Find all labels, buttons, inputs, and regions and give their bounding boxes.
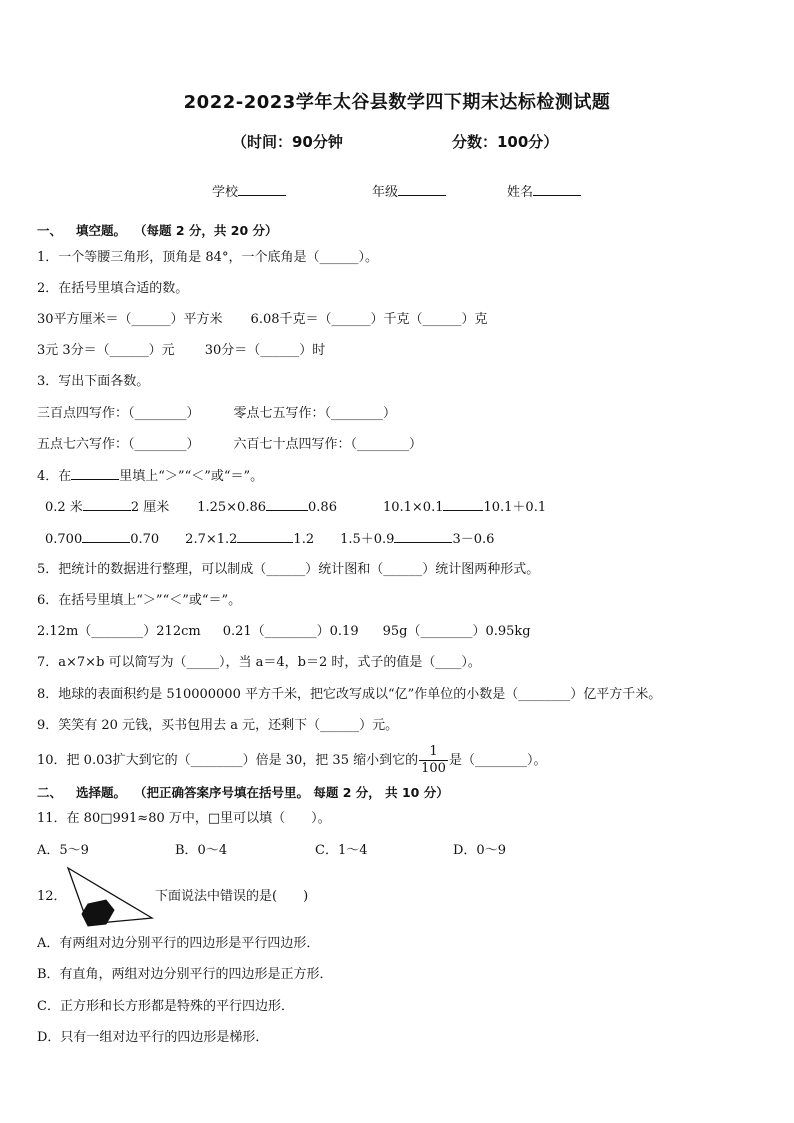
- name-blank[interactable]: [533, 183, 581, 196]
- question-3b: [37, 436, 422, 454]
- question-7: 7．a×7×b 可以简写为（_____），当 a＝4，b＝2 时，式子的值是（____）。: [37, 655, 481, 670]
- q10-fraction: [419, 744, 448, 777]
- section-1-note: （每题 2 分，共 20 分）: [134, 223, 278, 238]
- q4b-1-left: 0.700: [45, 532, 83, 547]
- q10-post: 是（________）。: [448, 753, 547, 768]
- q6a-1: 2.12m（________）212cm: [37, 624, 201, 639]
- name-field: [507, 181, 581, 200]
- q4b-2-left: 2.7×1.2: [185, 532, 238, 547]
- question-4-post: 里填上“＞”“＜”或“＝”。: [119, 469, 264, 484]
- question-2: 2．在括号里填合适的数。: [37, 281, 189, 296]
- q10-numerator: 1: [419, 744, 448, 761]
- question-8: 8．地球的表面积约是 510000000 平方千米，把它改写成以“亿”作单位的小数是（________）亿平方千米。: [37, 687, 662, 702]
- section-2-note: （把正确答案序号填在括号里。 每题 2 分， 共 10 分）: [134, 785, 449, 800]
- q4b-1-blank[interactable]: [82, 530, 130, 543]
- q10-pre: 10．把 0.03扩大到它的（________）倍是 30，把 35 缩小到它的: [37, 753, 419, 768]
- q4a-2-blank[interactable]: [266, 498, 308, 511]
- question-4-pre: 4．在: [37, 469, 72, 484]
- q12-option-d[interactable]: D．只有一组对边平行的四边形是梯形．: [37, 1030, 269, 1045]
- question-3a-right: 零点七五写作：（________）: [233, 406, 397, 421]
- question-5: 5．把统计的数据进行整理，可以制成（______）统计图和（______）统计图两种形式。: [37, 562, 540, 577]
- question-3a-left: 三百点四写作：（________）: [37, 406, 200, 421]
- q4a-3-blank[interactable]: [443, 498, 483, 511]
- question-11-options: [37, 842, 506, 860]
- q4a-2-right: 0.86: [308, 500, 337, 515]
- section-1-number: 一、: [37, 223, 63, 238]
- q4b-1-right: 0.70: [130, 532, 160, 547]
- q11-option-b[interactable]: B．0～4: [175, 843, 228, 858]
- question-6a: [37, 623, 531, 641]
- question-1: 1．一个等腰三角形，顶角是 84°，一个底角是（______）。: [37, 250, 378, 265]
- question-10: [37, 744, 546, 777]
- question-4: [37, 467, 263, 486]
- q4a-3-right: 10.1＋0.1: [483, 500, 547, 515]
- section-2-header: [37, 784, 449, 802]
- question-9: 9．笑笑有 20 元钱，买书包用去 a 元，还剩下（______）元。: [37, 718, 399, 733]
- q6a-3: 95g（________）0.95kg: [382, 624, 531, 639]
- q11-option-c[interactable]: C．1～4: [315, 843, 368, 858]
- grade-field: [372, 181, 446, 200]
- question-12-number: 12．: [37, 889, 67, 904]
- question-6: 6．在括号里填上“＞”“＜”或“＝”。: [37, 593, 242, 608]
- question-4-blank: [71, 467, 119, 480]
- grade-blank[interactable]: [398, 183, 446, 196]
- question-2b: [37, 342, 325, 360]
- score-label: 分数：100分）: [452, 133, 559, 151]
- q4a-3-left: 10.1×0.1: [382, 500, 444, 515]
- triangle-figure: [66, 866, 158, 928]
- question-2a-left: 30平方厘米＝（______）平方米: [37, 312, 223, 327]
- name-label: 姓名: [507, 185, 534, 200]
- q4b-3-left: 1.5＋0.9: [340, 532, 395, 547]
- q11-option-d[interactable]: D．0～9: [453, 843, 506, 858]
- question-2a-right: 6.08千克＝（______）千克（______）克: [250, 312, 488, 327]
- section-1-header: [37, 222, 278, 240]
- school-label: 学校: [212, 185, 239, 200]
- q10-denominator: 100: [421, 761, 446, 776]
- page-title: 2022-2023学年太谷县数学四下期末达标检测试题: [183, 92, 611, 113]
- question-2b-left: 3元 3分＝（______）元: [37, 343, 175, 358]
- question-3a: [37, 405, 396, 423]
- q4a-1-right: 2 厘米: [130, 500, 170, 515]
- question-3b-right: 六百七十点四写作：（________）: [233, 437, 423, 452]
- section-2-title: 选择题。: [76, 785, 127, 800]
- school-field: [212, 181, 286, 200]
- school-blank[interactable]: [238, 183, 286, 196]
- q11-option-a[interactable]: A．5～9: [37, 843, 89, 858]
- q4a-1-left: 0.2 米: [45, 500, 83, 515]
- question-2b-right: 30分＝（______）时: [204, 343, 326, 358]
- q12-option-a[interactable]: A．有两组对边分别平行的四边形是平行四边形．: [37, 936, 320, 951]
- q12-option-c[interactable]: C．正方形和长方形都是特殊的平行四边形．: [37, 999, 294, 1014]
- section-2-number: 二、: [37, 785, 63, 800]
- q6a-2: 0.21（________）0.19: [222, 624, 359, 639]
- question-11: 11．在 80□991≈80 万中，□里可以填（ ）。: [37, 811, 331, 826]
- q4b-3-right: 3－0.6: [452, 532, 495, 547]
- question-2a: [37, 311, 488, 329]
- section-1-title: 填空题。: [76, 223, 127, 238]
- q4b-2-right: 1.2: [293, 532, 315, 547]
- grade-label: 年级: [372, 185, 399, 200]
- q4a-2-left: 1.25×0.86: [197, 500, 267, 515]
- question-4b: [45, 530, 494, 549]
- q4b-2-blank[interactable]: [237, 530, 293, 543]
- q4b-3-blank[interactable]: [394, 530, 452, 543]
- q4a-1-blank[interactable]: [83, 498, 131, 511]
- time-label: （时间：90分钟: [232, 133, 343, 151]
- question-3b-left: 五点七六写作：（________）: [37, 437, 200, 452]
- question-12-text: 下面说法中错误的是( ): [155, 889, 309, 904]
- question-3: 3．写出下面各数。: [37, 374, 150, 389]
- question-4a: [45, 498, 546, 517]
- q12-option-b[interactable]: B．有直角，两组对边分别平行的四边形是正方形．: [37, 967, 333, 982]
